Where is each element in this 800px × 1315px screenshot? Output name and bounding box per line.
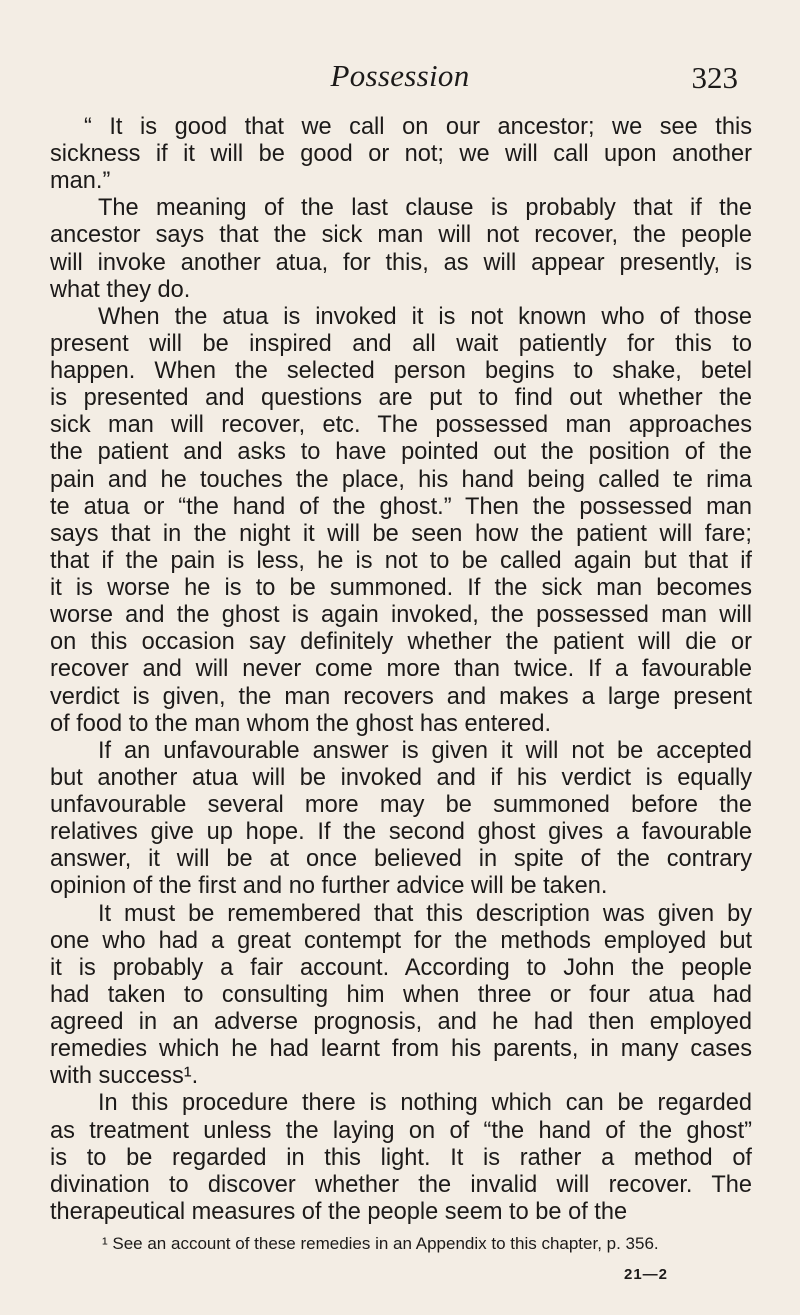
text-line: recover and will never come more than twice. If a favourable xyxy=(50,656,752,683)
text-line: had taken to consulting him when three or four atua had xyxy=(50,981,752,1008)
text-line: te atua or “the hand of the ghost.” Then the possessed man xyxy=(50,493,752,520)
text-line: happen. When the selected person begins to shake, betel xyxy=(50,358,752,385)
text-line: sickness if it will be good or not; we will call upon another xyxy=(50,141,752,168)
text-line: agreed in an adverse prognosis, and he had then employed xyxy=(50,1009,752,1036)
text-line: If an unfavourable answer is given it will not be accepted xyxy=(98,737,752,764)
text-line: divination to discover whether the invalid will recover. The xyxy=(50,1171,752,1198)
text-line: “ It is good that we call on our ancestor; we see this xyxy=(84,114,752,140)
text-line: worse and the ghost is again invoked, the possessed man will xyxy=(50,602,752,629)
text-line: one who had a great contempt for the methods employed but xyxy=(50,927,752,954)
text-line: is to be regarded in this light. It is rather a method of xyxy=(50,1144,752,1171)
text-line: relatives give up hope. If the second ghost gives a favourable xyxy=(50,819,752,846)
text-line: When the atua is invoked it is not known who of those xyxy=(98,303,752,330)
text-line: it is worse he is to be summoned. If the sick man becomes xyxy=(50,575,752,602)
text-line: is presented and questions are put to find out whether the xyxy=(50,385,752,412)
text-line: on this occasion say definitely whether the patient will die or xyxy=(50,629,752,656)
running-title: Possession xyxy=(330,58,470,93)
text-line: remedies which he had learnt from his parents, in many cases xyxy=(50,1036,752,1063)
text-line: will invoke another atua, for this, as will appear presently, is xyxy=(50,249,752,276)
text-line: what they do. xyxy=(50,276,191,303)
text-line: the patient and asks to have pointed out the position of the xyxy=(50,439,752,466)
text-line: with success¹. xyxy=(50,1063,199,1090)
text-line: ancestor says that the sick man will not recover, the people xyxy=(50,222,752,249)
text-line: opinion of the first and no further advice will be taken. xyxy=(50,873,608,900)
footnote: ¹ See an account of these remedies in an Appendix to this chapter, p. 356. xyxy=(102,1234,659,1253)
text-line: It must be remembered that this description was given by xyxy=(98,900,752,927)
text-line: verdict is given, the man recovers and makes a large present xyxy=(50,683,752,710)
text-line: it is probably a fair account. According to John the people xyxy=(50,954,752,981)
text-line: man.” xyxy=(50,168,111,195)
text-line: but another atua will be invoked and if his verdict is equally xyxy=(50,764,752,791)
text-line: In this procedure there is nothing which can be regarded xyxy=(98,1090,752,1117)
text-line: as treatment unless the laying on of “the hand of the ghost” xyxy=(50,1117,752,1144)
text-line: pain and he touches the place, his hand being called te rima xyxy=(50,466,752,493)
text-line: that if the pain is less, he is not to be called again but that if xyxy=(50,547,752,574)
text-line: present will be inspired and all wait patiently for this to xyxy=(50,330,752,357)
text-line: The meaning of the last clause is probably that if the xyxy=(98,195,752,222)
text-line: unfavourable several more may be summoned before the xyxy=(50,792,752,819)
printer-signature-mark: 21—2 xyxy=(624,1266,669,1283)
text-line: of food to the man whom the ghost has entered. xyxy=(50,710,552,737)
text-line: therapeutical measures of the people seem to be of the xyxy=(50,1198,628,1225)
text-line: says that in the night it will be seen how the patient will fare; xyxy=(50,520,752,547)
text-line: sick man will recover, etc. The possessed man approaches xyxy=(50,412,752,439)
text-line: answer, it will be at once believed in spite of the contrary xyxy=(50,846,752,873)
page-number: 323 xyxy=(691,60,738,95)
